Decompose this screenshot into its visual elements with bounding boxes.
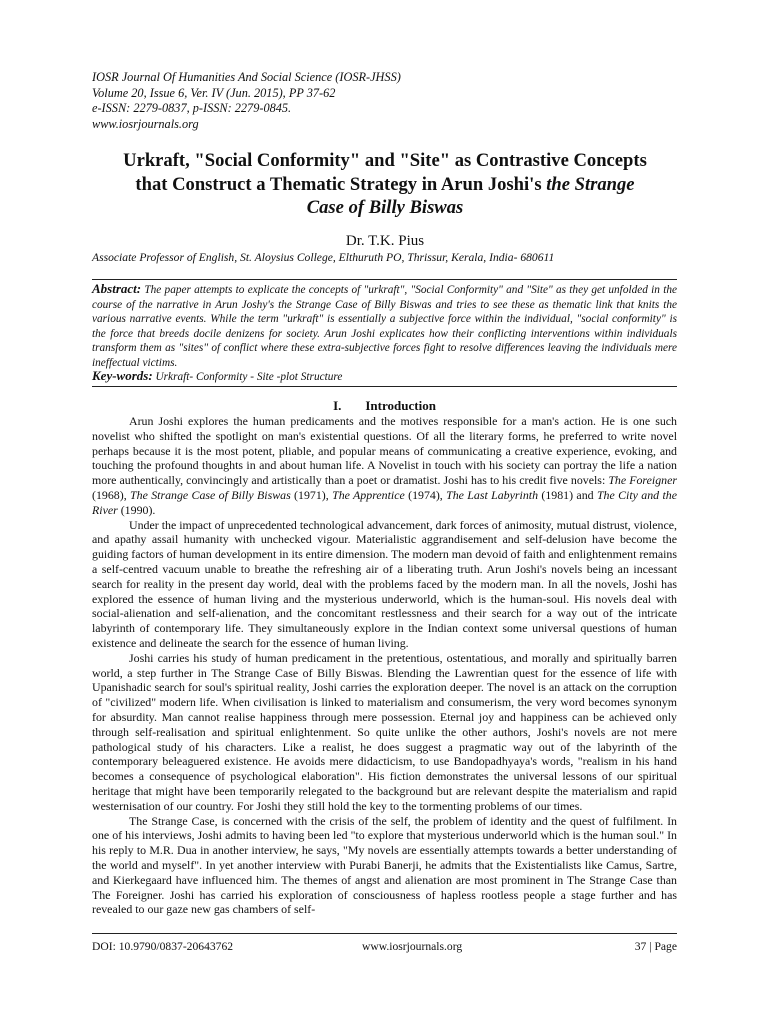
journal-issn: e-ISSN: 2279-0837, p-ISSN: 2279-0845. <box>92 101 292 116</box>
title-line-2-italic: the Strange <box>546 173 635 195</box>
section-title: Introduction <box>365 398 436 413</box>
paper-title <box>80 149 690 220</box>
abstract <box>92 282 677 371</box>
footer-rule <box>92 933 677 934</box>
title-line-2 <box>80 173 690 197</box>
abstract-label: Abstract: <box>92 281 142 296</box>
body-text <box>92 414 677 917</box>
keywords <box>92 368 677 384</box>
keywords-text: Urkraft- Conformity - Site -plot Structure <box>152 371 343 383</box>
p1-text-a: Arun Joshi explores the human predicaments and the motives responsible for a man's action. He is one such novelist who shifted the spotlight on man's existential questions. Of all the literary forms, he preferred to write novel perhaps because it is the most potent, pliable, and popular means of communicating a creative experience, evoking, and touching the profound thoughts in and about human life. A Novelist in touch with his society can portray the life a nation more authentically, convincingly and artistically than a poet or dramatist. Joshi has to his credit five novels: <box>92 414 677 488</box>
footer-website[interactable]: www.iosrjournals.org <box>362 940 463 953</box>
p1-text-b: (1968), <box>92 487 131 502</box>
author-affiliation: Associate Professor of English, St. Aloysius College, Elthuruth PO, Thrissur, Kerala, India- 680611 <box>92 251 555 264</box>
footer-doi: DOI: 10.9790/0837-20643762 <box>92 940 234 953</box>
journal-header <box>92 70 692 133</box>
paragraph-1 <box>92 414 677 518</box>
title-line-1: Urkraft, "Social Conformity" and "Site" as Contrastive Concepts <box>123 150 647 171</box>
paragraph-2: Under the impact of unprecedented technological advancement, dark forces of animosity, mutual distrust, violence, and apathy assail humanity with unchecked vigour. Materialistic aggrandisement and self-delusion have become the guiding factors of human development in its entire dimension. The modern man devoid of faith and enlightenment remains a self-centred vacuum unable to breathe the refreshing air of a liberating truth. Arun Joshi's novels being an incessant search for reality in the present day world, deal with the problems faced by the modern man. In all the novels, Joshi has explored the essence of human living and the mysterious underworld, which is the human-soul. His novels deal with social-alienation and self-alienation, and the concomitant restlessness and their search for a way out of the intricate labyrinth of contemporary life. They simultaneously explore in the Indian context some universal questions of human existence and delineate the search for the essence of human living. <box>92 517 677 650</box>
novel-title-apprentice: The Apprentice <box>332 487 405 502</box>
keywords-label: Key-words: <box>92 368 153 383</box>
p1-text-d: (1974), <box>404 487 447 502</box>
novel-title-city-river: The City and the River <box>92 487 677 517</box>
title-line-2-main: that Construct a Thematic Strategy in Arun Joshi's <box>135 173 547 195</box>
abstract-text: The paper attempts to explicate the concepts of "urkraft", "Social Conformity" and "Site" as they get unfolded in the course of the narrative in Arun Joshy's the Strange Case of Billy Biswas and tries to see these as thematic link that knits the various narrative events. While the term "urkraft" is essentially a subjective force within the individual, "social conformity" is the force that breeds docile denizens for society. Arun Joshi explicates how their conflicting interventions within individuals transform them as "sites" of conflict where these extra-subjective forces fight to resolve differences leaving the individuals mere ineffectual victims. <box>92 284 677 369</box>
author-name: Dr. T.K. Pius <box>345 233 425 249</box>
paragraph-4: The Strange Case, is concerned with the crisis of the self, the problem of identity and the quest of fulfilment. In one of his interviews, Joshi admits to having been led "to explore that mysterious underworld which is the human soul." In his reply to M.R. Dua in another interview, he says, "My novels are essentially attempts towards a better understanding of the world and myself". In yet another interview with Purabi Banerji, he admits that the Existentialists like Camus, Sartre, and Kierkegaard have influenced him. The themes of angst and alienation are most prominent in The Strange Case than The Foreigner. Joshi has carried his exploration of consciousness of hapless rootless people a stage further and has revealed to our gaze new gas chambers of self- <box>92 813 677 917</box>
journal-name: IOSR Journal Of Humanities And Social Science (IOSR-JHSS) <box>92 70 401 84</box>
title-line-3: Case of Billy Biswas <box>306 197 464 218</box>
footer-page-number: 37 | Page <box>634 940 677 953</box>
p1-text-e: (1981) and <box>538 487 597 502</box>
p1-text-c: (1971), <box>290 487 333 502</box>
journal-website[interactable]: www.iosrjournals.org <box>92 117 199 132</box>
abstract-top-rule <box>92 279 677 280</box>
novel-title-last-labyrinth: The Last Labyrinth <box>446 487 539 502</box>
section-heading <box>92 398 677 414</box>
novel-title-billy-biswas: The Strange Case of Billy Biswas <box>130 487 291 502</box>
journal-volume: Volume 20, Issue 6, Ver. IV (Jun. 2015), PP 37-62 <box>92 85 336 100</box>
abstract-bottom-rule <box>92 386 677 387</box>
paragraph-3: Joshi carries his study of human predicament in the pretentious, ostentatious, and morally and spiritually barren world, a step further in The Strange Case of Billy Biswas. Blending the Lawrentian quest for the essence of life with Upanishadic search for soul's spiritual reality, Joshi carries the exploration deeper. The novel is an attack on the corruption of "civilized" modern life. When civilisation is linked to materialism and consumerism, the very word becomes synonym for absurdity. Man cannot realise happiness through mere possession. Eternal joy and happiness can be achieved only through self-realisation and spiritual enlightenment. So quite unlike the other authors, Joshi's novels are not mere pathological study of his characters. Like a realist, he does suggest a pragmatic way out of the labyrinth of the contemporary beleaguered existence. He avoids mere didacticism, to use Bandopadhyaya's words, "realism in his hand becomes a consequence of psychological elaboration". His fiction demonstrates the universal lessons of our spiritual heritage that might have been temporarily relegated to the background but are relevant despite the materialism and rapid westernisation of our country. For Joshi they still hold the key to the tormenting problems of our times. <box>92 650 677 813</box>
section-number: I. <box>333 398 342 413</box>
novel-title-foreigner: The Foreigner <box>608 473 677 488</box>
p1-text-f: (1990). <box>117 502 156 517</box>
